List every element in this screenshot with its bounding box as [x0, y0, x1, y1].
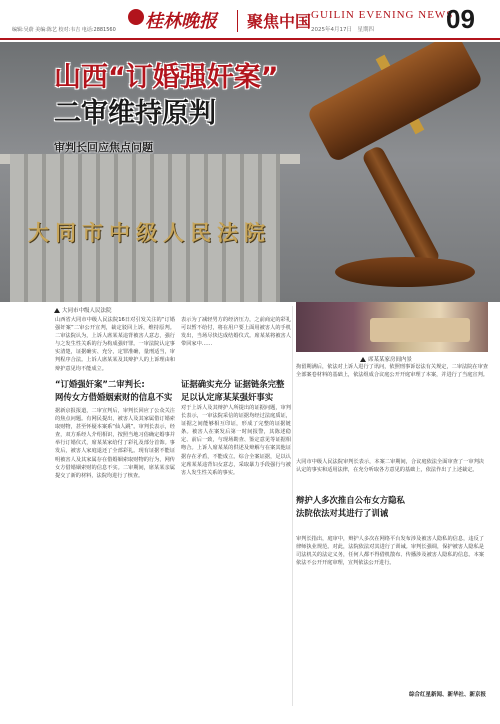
header-editor-line: 编辑:吴蔚 美编:陈艺 校对:韦吉 电话:2881560: [12, 27, 116, 33]
gavel-head-icon: [306, 42, 484, 163]
section1-title-line1: “订婚强奸案”二审判长:: [55, 379, 145, 389]
section3-title-line1: 辩护人多次推自公布女方隐私: [296, 495, 405, 505]
caption-triangle-icon: [54, 308, 60, 313]
subheadline: 审判长回应焦点问题: [54, 141, 153, 154]
newspaper-logo-icon: [128, 9, 144, 25]
room-photo-caption: [360, 355, 412, 363]
section3-title-line2: 法院依法对其进行了训诫: [296, 508, 389, 518]
section3-body: 审判长指出，庭审中，辩护人多次在网络平台发布涉及被害人隐私的信息，违反了律师执业规范。对此，法院依法对其进行了训诫。审判长强调，保护被害人隐私是司法机关的法定义务，任何人都不得借机散布、传播涉及被害人隐私的信息。本案依法不公开开庭审理，宣判依法公开进行。: [296, 536, 484, 567]
courthouse-sign: 大同市中级人民法院: [28, 220, 271, 245]
newspaper-logo: 桂林晚报: [145, 11, 217, 32]
section2-body: 对于上诉人及其辩护人所提出的证据问题，审判长表示，一审法院采信的证据均经过法庭质证，证据之间能够相互印证，形成了完整的证据链条。被害人在案发后第一时间报警，其陈述稳定、前后一致，与现场勘查、鉴定意见等证据相吻合。上诉人席某某的供述及辩解与在案其他证据存在矛盾，不能成立。综合全案证据，足以认定席某某违背妇女意志，采取暴力手段强行与被害人发生性关系的事实。: [181, 405, 291, 476]
room-photo-bed: [370, 318, 470, 342]
headline-line-2: 二审维持原判: [54, 98, 216, 129]
col3-mid-text: 大同市中级人民法院审判长表示，本案二审期间，合议庭依法全面审查了一审判决认定的事实和适用法律，在充分听取各方意见的基础上，依法作出了上述裁定。: [296, 459, 484, 474]
caption-triangle-icon: [360, 357, 366, 362]
newspaper-english-name: GUILIN EVENING NEWS: [311, 9, 454, 21]
room-caption-text: 席某某家房间内景: [368, 357, 413, 363]
hero-caption-text: 大同市中级人民法院: [62, 308, 112, 314]
gavel-handle-icon: [361, 144, 441, 269]
issue-date: 2025年4月17日 星期四: [311, 27, 374, 33]
section1-body: 据新京报报道，二审宣判后，审判长回应了公众关注的焦点问题。有网民提出，被害人及其家属借订婚索取财物，甚至怀疑本案系“仙人跳”。审判长表示，经查，双方系经人介绍相识，按照当地习俗确定婚事并举行订婚仪式，席某某家给付了彩礼及部分首饰。事发后，被害人家庭退还了全部彩礼。现有证据不能证明被害人及其家属存在借婚姻索取财物的行为，网传女方借婚姻索财的信息不实。二审期间，席某某亲属提交了新的材料，法院均进行了核查。: [55, 408, 175, 479]
section2-title-line1: 证据确实充分 证据链条完整: [181, 379, 285, 389]
page-number: 09: [446, 4, 475, 34]
header-divider: [237, 10, 238, 32]
article-intro-col2: 表示为了减轻男方的经济压力，之前商定的彩礼可以暂不给付，将在用户要上面用被害人的手机发出，当场尽快达成结婚仪式。席某某将被害人带回家中……: [181, 317, 291, 348]
byline: 综合红星新闻、新华社、新京报: [409, 692, 487, 698]
headline-line-1: 山西“订婚强奸案”: [54, 62, 279, 93]
gavel-base-icon: [335, 257, 475, 287]
page-header: [0, 0, 500, 40]
section1-title-line2: 网传女方借婚姻索财的信息不实: [55, 392, 173, 402]
col3-top-text: 拘留期满后，依法对上诉人进行了讯问，依照刑事诉讼法有关规定，二审法院在审查全部案卷材料的基础上，依法组成合议庭公开开庭审理了本案，并进行了当庭宣判。: [296, 364, 488, 379]
section-title: 聚焦中国: [247, 12, 312, 31]
section2-title-line2: 足以认定席某某强奸事实: [181, 392, 274, 402]
article-intro-col1: 山西省大同市中级人民法院16日对引发关注的“订婚强奸案”二审公开宣判，裁定驳回上诉，维持原判。二审法院认为，上诉人席某某违背被害人意志，强行与之发生性关系的行为构成强奸罪。一审法院认定事实清楚，证据确实、充分，定罪准确，量刑适当，审判程序合法。上诉人席某某及其辩护人的上诉理由和辩护意见均不能成立。: [55, 317, 175, 372]
hero-caption: [54, 306, 112, 314]
column-divider: [292, 306, 293, 706]
